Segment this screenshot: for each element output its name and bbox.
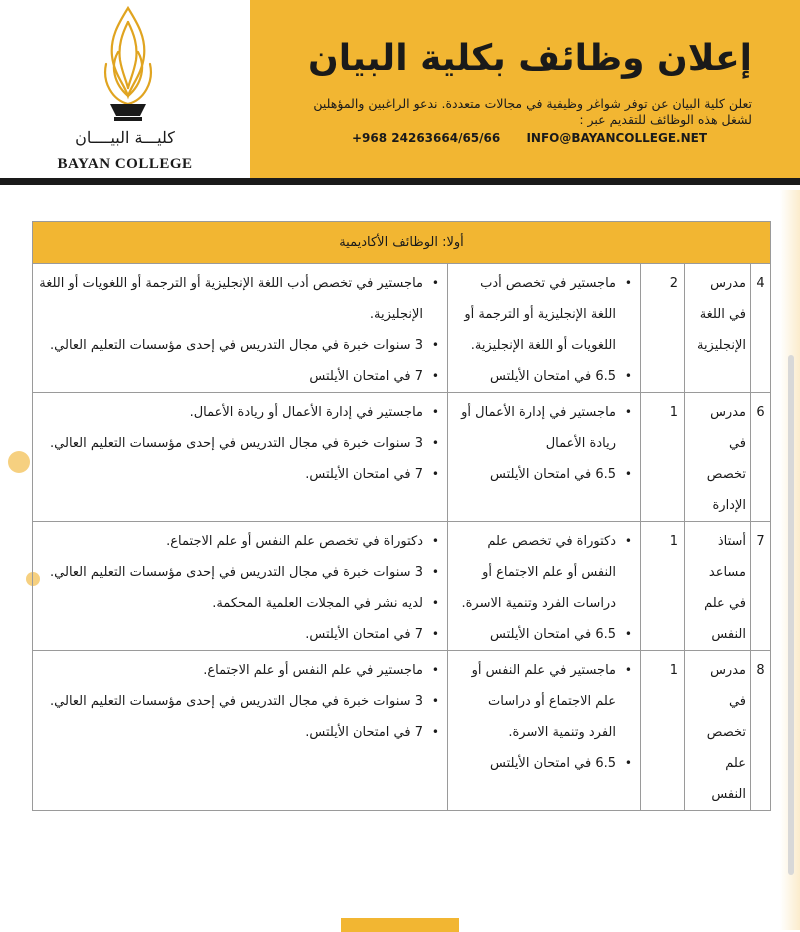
list-item: • 7 في امتحان الأيلتس. (39, 619, 439, 650)
preferred-qualifications-list (39, 397, 439, 490)
list-item: • لديه نشر في المجلات العلمية المحكمة. (39, 588, 439, 619)
logo-arabic-name: كليـــة البيــــان (75, 128, 175, 147)
table-row (33, 522, 770, 651)
list-item: • ماجستير في إدارة الأعمال أو ريادة الأعمال (458, 397, 632, 459)
header-banner (250, 0, 800, 178)
list-item: • دكتوراة في تخصص علم النفس أو علم الاجتماع. (39, 526, 439, 557)
list-item: • 3 سنوات خبرة في مجال التدريس في إحدى مؤسسات التعليم العالي. (39, 330, 439, 361)
section-header: أولا: الوظائف الأكاديمية (33, 222, 770, 264)
jobs-table (32, 221, 771, 811)
list-item: • 3 سنوات خبرة في مجال التدريس في إحدى مؤسسات التعليم العالي. (39, 428, 439, 459)
scrollbar[interactable] (788, 355, 794, 875)
row-number: 7 (750, 522, 770, 650)
list-item: • 7 في امتحان الأيلتس. (39, 717, 439, 748)
required-qualifications (447, 264, 640, 392)
vacancy-count: 2 (640, 264, 684, 392)
logo-english-name: BAYAN COLLEGE (57, 156, 193, 172)
required-qualifications-list (458, 526, 632, 650)
job-title: مدرس في تخصص الإدارة (684, 393, 750, 521)
required-qualifications (447, 393, 640, 521)
email-address[interactable]: INFO@BAYANCOLLEGE.NET (526, 131, 708, 145)
flame-logo-icon (88, 4, 168, 124)
required-qualifications-list (458, 655, 632, 779)
preferred-qualifications (33, 651, 447, 810)
vacancy-count: 1 (640, 651, 684, 810)
list-item: • 7 في امتحان الأيلتس (39, 361, 439, 392)
list-item: • دكتوراة في تخصص علم النفس أو علم الاجتماع أو دراسات الفرد وتنمية الاسرة. (458, 526, 632, 619)
preferred-qualifications (33, 264, 447, 392)
row-number: 8 (750, 651, 770, 810)
list-item: • 6.5 في امتحان الأيلتس (458, 619, 632, 650)
announcement-header (0, 0, 800, 186)
contact-line (352, 131, 707, 145)
phone-number: +968 24263664/65/66 (352, 131, 501, 145)
header-divider (0, 178, 800, 185)
list-item: • 6.5 في امتحان الأيلتس (458, 459, 632, 490)
preferred-qualifications-list (39, 268, 439, 392)
vacancy-count: 1 (640, 522, 684, 650)
job-title: مدرس في اللغة الإنجليزية (684, 264, 750, 392)
list-item: • 6.5 في امتحان الأيلتس (458, 748, 632, 779)
list-item: • 6.5 في امتحان الأيلتس (458, 361, 632, 392)
list-item: • 3 سنوات خبرة في مجال التدريس في إحدى مؤسسات التعليم العالي. (39, 686, 439, 717)
required-qualifications-list (458, 268, 632, 392)
required-qualifications (447, 651, 640, 810)
row-number: 6 (750, 393, 770, 521)
page-title: إعلان وظائف بكلية البيان (308, 38, 752, 79)
list-item: • ماجستير في علم النفس أو علم الاجتماع أو دراسات الفرد وتنمية الاسرة. (458, 655, 632, 748)
required-qualifications-list (458, 397, 632, 490)
list-item: • 3 سنوات خبرة في مجال التدريس في إحدى مؤسسات التعليم العالي. (39, 557, 439, 588)
job-title: مدرس في تخصص علم النفس (684, 651, 750, 810)
list-item: • ماجستير في تخصص أدب اللغة الإنجليزية أو الترجمة أو اللغويات أو اللغة الإنجليزية. (39, 268, 439, 330)
job-title: أستاذ مساعد في علم النفس (684, 522, 750, 650)
list-item: • 7 في امتحان الأيلتس. (39, 459, 439, 490)
preferred-qualifications (33, 393, 447, 521)
preferred-qualifications-list (39, 655, 439, 748)
list-item: • ماجستير في تخصص أدب اللغة الإنجليزية أو الترجمة أو اللغويات أو اللغة الإنجليزية. (458, 268, 632, 361)
table-row (33, 651, 770, 810)
list-item: • ماجستير في علم النفس أو علم الاجتماع. (39, 655, 439, 686)
table-row (33, 393, 770, 522)
preferred-qualifications (33, 522, 447, 650)
decorative-dot (8, 451, 30, 473)
college-logo (0, 0, 250, 178)
preferred-qualifications-list (39, 526, 439, 650)
list-item: • ماجستير في إدارة الأعمال أو ريادة الأعمال. (39, 397, 439, 428)
next-section-tab (341, 918, 459, 932)
required-qualifications (447, 522, 640, 650)
table-row (33, 264, 770, 393)
intro-text: تعلن كلية البيان عن توفر شواغر وظيفية في مجالات متعددة. ندعو الراغبين والمؤهلين لشغل هذه الوظائف للتقديم عبر : (313, 96, 752, 127)
row-number: 4 (750, 264, 770, 392)
vacancy-count: 1 (640, 393, 684, 521)
